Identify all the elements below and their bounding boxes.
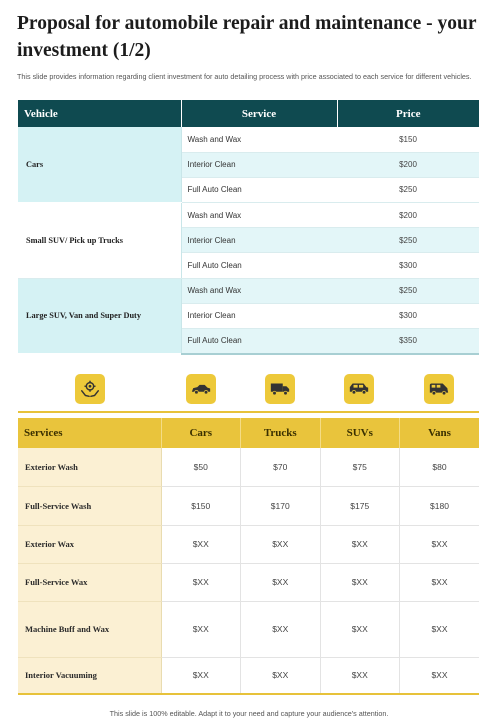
header-service: Service [181, 100, 337, 127]
services-table [18, 418, 479, 695]
price-cell: $XX [400, 601, 480, 657]
page-title: Proposal for automobile repair and maintenance - your investment (1/2) [17, 13, 477, 61]
price-cell: $350 [337, 329, 479, 354]
price-cell: $XX [400, 525, 480, 563]
service-label: Exterior Wash [18, 448, 161, 486]
price-cell: $XX [161, 563, 241, 601]
vehicle-pricing-table [18, 100, 479, 355]
price-cell: $XX [241, 563, 321, 601]
header-vans: Vans [400, 418, 480, 448]
pricing-table-header [18, 100, 479, 127]
price-cell: $250 [337, 278, 479, 303]
price-cell: $150 [337, 127, 479, 152]
service-cell: Full Auto Clean [181, 329, 337, 354]
service-label: Full-Service Wax [18, 563, 161, 601]
price-cell: $XX [161, 657, 241, 694]
price-cell: $XX [320, 657, 400, 694]
price-cell: $XX [320, 525, 400, 563]
page-subtitle: This slide provides information regarding client investment for auto detailing process with price associated to each service for different vehicles. [17, 72, 472, 81]
price-cell: $XX [161, 601, 241, 657]
service-cell: Full Auto Clean [181, 177, 337, 202]
vehicle-cell: Large SUV, Van and Super Duty [18, 278, 181, 354]
price-cell: $300 [337, 253, 479, 278]
service-cell: Interior Clean [181, 228, 337, 253]
vehicle-cell: Cars [18, 127, 181, 203]
price-cell: $250 [337, 177, 479, 202]
header-suvs: SUVs [320, 418, 400, 448]
price-cell: $175 [320, 486, 400, 525]
price-cell: $XX [161, 525, 241, 563]
table-row [18, 563, 479, 601]
gear-hands-icon [75, 374, 105, 404]
price-cell: $250 [337, 228, 479, 253]
van-icon [424, 374, 454, 404]
table-row [18, 278, 479, 303]
price-cell: $300 [337, 303, 479, 328]
price-cell: $XX [320, 601, 400, 657]
price-cell: $200 [337, 203, 479, 228]
icon-divider [18, 411, 479, 413]
table-row [18, 203, 479, 228]
header-price: Price [337, 100, 479, 127]
service-cell: Wash and Wax [181, 203, 337, 228]
service-cell: Interior Clean [181, 152, 337, 177]
price-cell: $180 [400, 486, 480, 525]
price-cell: $150 [161, 486, 241, 525]
header-services: Services [18, 418, 161, 448]
table-row [18, 486, 479, 525]
service-cell: Full Auto Clean [181, 253, 337, 278]
table-row [18, 525, 479, 563]
price-cell: $70 [241, 448, 321, 486]
truck-icon [265, 374, 295, 404]
service-label: Full-Service Wash [18, 486, 161, 525]
table-row [18, 601, 479, 657]
suv-icon [344, 374, 374, 404]
table-row [18, 127, 479, 152]
price-cell: $XX [320, 563, 400, 601]
service-label: Interior Vacuuming [18, 657, 161, 694]
price-cell: $75 [320, 448, 400, 486]
service-cell: Wash and Wax [181, 127, 337, 152]
header-cars: Cars [161, 418, 241, 448]
service-cell: Wash and Wax [181, 278, 337, 303]
vehicle-cell: Small SUV/ Pick up Trucks [18, 203, 181, 279]
price-cell: $200 [337, 152, 479, 177]
table-row [18, 448, 479, 486]
services-table-header [18, 418, 479, 448]
price-cell: $XX [241, 525, 321, 563]
service-label: Machine Buff and Wax [18, 601, 161, 657]
price-cell: $XX [241, 657, 321, 694]
service-cell: Interior Clean [181, 303, 337, 328]
price-cell: $XX [400, 563, 480, 601]
price-cell: $170 [241, 486, 321, 525]
price-cell: $50 [161, 448, 241, 486]
price-cell: $XX [241, 601, 321, 657]
price-cell: $XX [400, 657, 480, 694]
header-vehicle: Vehicle [18, 100, 181, 127]
price-cell: $80 [400, 448, 480, 486]
header-trucks: Trucks [241, 418, 321, 448]
table-row [18, 657, 479, 694]
footer-note: This slide is 100% editable. Adapt it to your need and capture your audience's attention. [109, 709, 389, 718]
car-icon [186, 374, 216, 404]
service-label: Exterior Wax [18, 525, 161, 563]
